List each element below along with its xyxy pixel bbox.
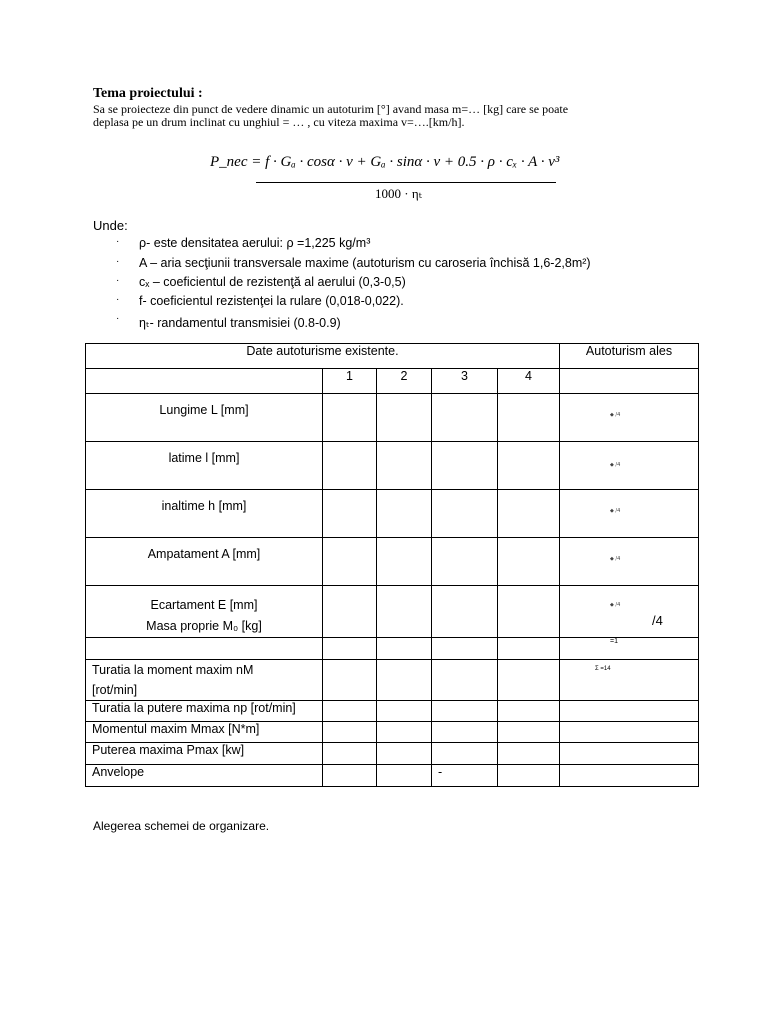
table-cell[interactable] (323, 743, 377, 765)
table-cell[interactable] (498, 586, 560, 638)
table-cell[interactable] (432, 538, 498, 586)
row-label-track-and-mass (86, 586, 323, 638)
table-cell[interactable] (560, 743, 699, 765)
chosen-cell-mass[interactable] (560, 638, 699, 660)
row-label-max-power: Puterea maxima Pmax [kw] (86, 743, 323, 765)
table-cell (560, 369, 699, 394)
table-cell[interactable] (377, 638, 432, 660)
row-label-track: Ecartament E [mm] (150, 598, 258, 612)
table-cell[interactable] (498, 722, 560, 743)
table-cell[interactable] (377, 660, 432, 701)
table-cell[interactable] (323, 660, 377, 701)
row-label-width: latime l [mm] (86, 442, 323, 490)
bullet-marker: · (116, 236, 120, 247)
table-cell (86, 369, 323, 394)
table-cell[interactable] (432, 660, 498, 701)
column-header-2: 2 (377, 369, 432, 394)
table-cell[interactable] (323, 538, 377, 586)
definitions-heading: Unde: (93, 218, 128, 233)
row-label-wheelbase: Ampatament A [mm] (86, 538, 323, 586)
column-header-3: 3 (432, 369, 498, 394)
table-cell[interactable] (323, 638, 377, 660)
column-header-4: 4 (498, 369, 560, 394)
row-label-max-torque: Momentul maxim Mmax [N*m] (86, 722, 323, 743)
table-cell[interactable] (377, 765, 432, 787)
formula-denominator: 1000 · ηₜ (375, 186, 422, 201)
chosen-cell-width[interactable]: ◆ /4 (560, 442, 699, 490)
table-cell[interactable] (323, 394, 377, 442)
table-cell[interactable] (560, 765, 699, 787)
table-cell[interactable] (323, 490, 377, 538)
table-cell-tires-3[interactable]: - (432, 765, 498, 787)
definition-transmission-efficiency: ηₜ- randamentul transmisiei (0.8-0.9) (139, 316, 341, 330)
row-label-power-rpm: Turatia la putere maxima np [rot/min] (86, 701, 323, 722)
table-cell[interactable] (323, 765, 377, 787)
chosen-cell-wheelbase[interactable]: ◆ /4 (560, 538, 699, 586)
chosen-mark-quarter: /4 (652, 613, 663, 628)
definition-rolling-coefficient: f- coeficientul rezistenţei la rulare (0,018-0,022). (139, 294, 404, 308)
table-cell[interactable] (377, 442, 432, 490)
table-cell[interactable] (498, 490, 560, 538)
table-cell[interactable] (560, 722, 699, 743)
row-label-height: inaltime h [mm] (86, 490, 323, 538)
row-label-mass: Masa proprie M₀ [kg] (146, 619, 262, 633)
chosen-mark-sum: Σ =14 (595, 666, 611, 672)
table-cell[interactable] (377, 394, 432, 442)
chosen-cell-length[interactable]: ◆ /4 (560, 394, 699, 442)
power-formula (210, 154, 560, 204)
table-cell[interactable] (498, 638, 560, 660)
intro-line-1: Sa se proiecteze din punct de vedere dinamic un autoturim [°] avand masa m=… [kg] care se poate (93, 102, 569, 116)
fraction-bar (256, 182, 556, 183)
table-cell[interactable] (432, 490, 498, 538)
bullet-marker: · (116, 313, 120, 324)
table-cell[interactable] (323, 722, 377, 743)
table-cell[interactable] (323, 586, 377, 638)
row-label-torque-rpm-line2: [rot/min] (92, 683, 138, 697)
table-cell[interactable] (377, 743, 432, 765)
formula-numerator: P_nec = f · Gₐ · cosα · v + Gₐ · sinα · v + 0.5 · ρ · cₓ · A · v³ (210, 154, 560, 170)
definition-area: A – aria secţiunii transversale maxime (autoturism cu caroseria închisă 1,6-2,8m²) (139, 256, 591, 270)
table-cell[interactable] (432, 394, 498, 442)
bullet-marker: · (116, 294, 120, 305)
table-cell[interactable] (432, 701, 498, 722)
header-existing-cars: Date autoturisme existente. (86, 344, 560, 369)
bullet-marker: · (116, 256, 120, 267)
table-cell[interactable] (498, 538, 560, 586)
table-cell[interactable] (377, 722, 432, 743)
table-cell[interactable] (432, 442, 498, 490)
table-cell (86, 638, 323, 660)
table-cell[interactable] (432, 586, 498, 638)
chosen-cell-track[interactable]: ◆ /4 /4 (560, 586, 699, 638)
table-cell[interactable] (323, 442, 377, 490)
row-label-length: Lungime L [mm] (86, 394, 323, 442)
table-cell[interactable] (377, 586, 432, 638)
table-cell[interactable] (432, 743, 498, 765)
footer-note: Alegerea schemei de organizare. (93, 819, 270, 833)
column-header-1: 1 (323, 369, 377, 394)
table-cell[interactable] (498, 765, 560, 787)
table-cell[interactable] (498, 701, 560, 722)
table-cell[interactable] (560, 701, 699, 722)
table-cell[interactable] (432, 638, 498, 660)
vehicle-data-table (85, 343, 699, 787)
header-chosen-car: Autoturism ales (560, 344, 699, 369)
table-cell[interactable] (498, 442, 560, 490)
table-cell[interactable] (377, 701, 432, 722)
table-cell[interactable] (498, 394, 560, 442)
definition-density: ρ- este densitatea aerului: ρ =1,225 kg/m³ (139, 236, 371, 250)
table-cell[interactable] (498, 660, 560, 701)
chosen-mark-equals: =1 (610, 638, 618, 645)
table-cell[interactable] (377, 490, 432, 538)
bullet-marker: · (116, 275, 120, 286)
page-title: Tema proiectului : (93, 86, 203, 101)
table-cell[interactable] (377, 538, 432, 586)
table-cell[interactable] (498, 743, 560, 765)
row-label-torque-rpm (86, 660, 323, 701)
chosen-cell-height[interactable]: ◆ /4 (560, 490, 699, 538)
definition-drag-coefficient: cₓ – coeficientul de rezistenţă al aerului (0,3-0,5) (139, 275, 406, 289)
table-cell[interactable] (432, 722, 498, 743)
row-label-tires: Anvelope (86, 765, 323, 787)
row-label-torque-rpm-line1: Turatia la moment maxim nM (92, 663, 254, 677)
table-cell[interactable] (323, 701, 377, 722)
chosen-cell-torque-rpm[interactable] (560, 660, 699, 701)
intro-line-2: deplasa pe un drum inclinat cu unghiul = … , cu viteza maxima v=….[km/h]. (93, 115, 465, 129)
